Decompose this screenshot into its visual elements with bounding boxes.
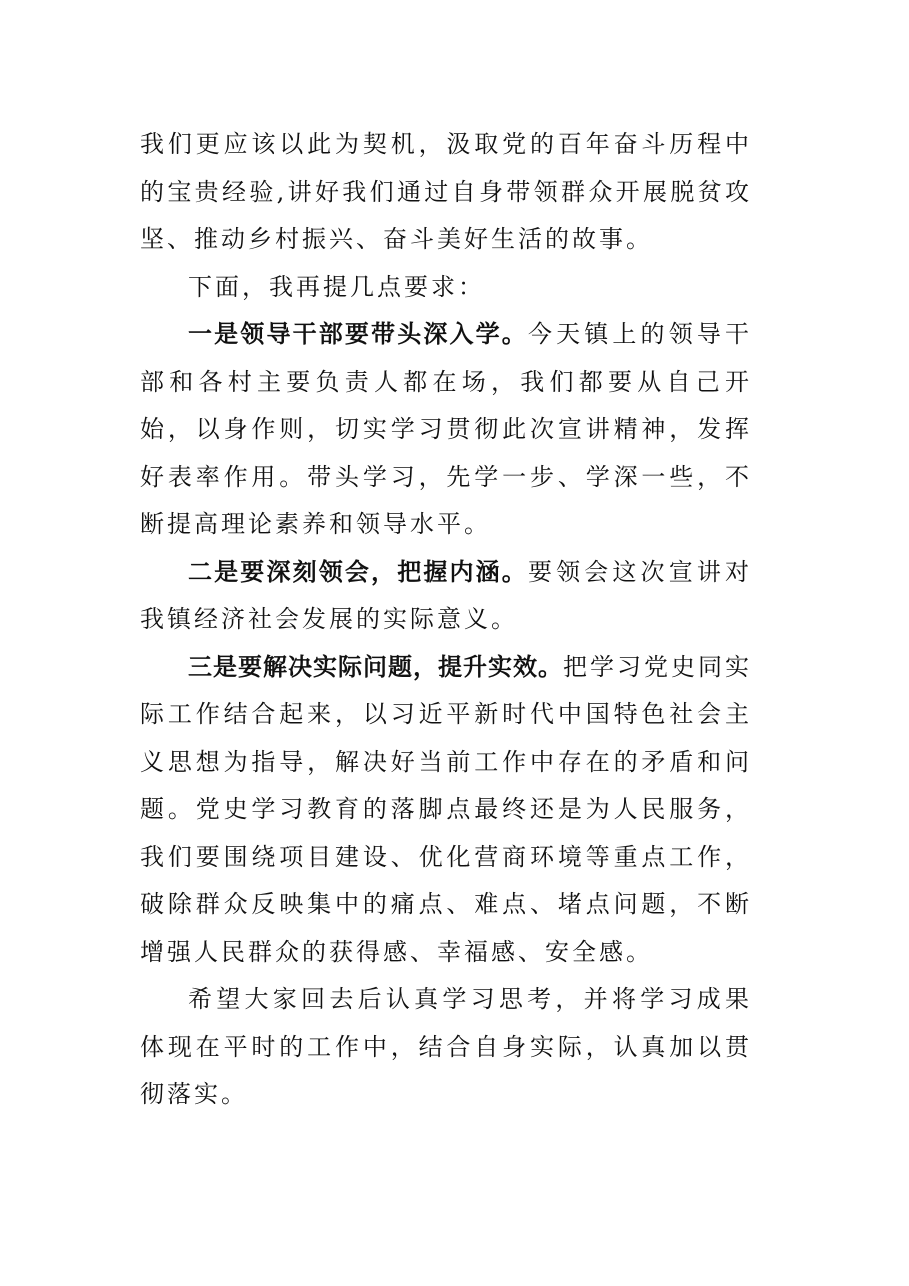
paragraph-lead-heading: 二是要深刻领会，把握内涵。 — [188, 557, 528, 586]
document-page — [140, 121, 752, 1119]
paragraph-closing — [140, 976, 752, 1119]
paragraph-requirement-two — [140, 549, 752, 644]
paragraph-text: 把学习党史同实际工作结合起来，以习近平新时代中国特色社会主义思想为指导，解决好当前工作中存在的矛盾和问题。党史学习教育的落脚点最终还是为人民服务，我们要围绕项目建设、优化营商环境等重点工作，破除群众反映集中的痛点、难点、堵点问题，不断增强人民群众的获得感、幸福感、安全感。 — [140, 652, 752, 966]
paragraph-text: 希望大家回去后认真学习思考，并将学习成果体现在平时的工作中，结合自身实际，认真加以贯彻落实。 — [140, 985, 752, 1108]
paragraph-text: 要领会这次宣讲对我镇经济社会发展的实际意义。 — [140, 557, 753, 633]
paragraph-lead-heading: 三是要解决实际问题，提升实效。 — [188, 652, 563, 681]
paragraph-lead-heading: 一是领导干部要带头深入学。 — [188, 320, 528, 348]
paragraph-requirement-one — [140, 311, 752, 549]
paragraph-text: 我们更应该以此为契机，汲取党的百年奋斗历程中的宝贵经验,讲好我们通过自身带领群众开展脱贫攻坚、推动乡村振兴、奋斗美好生活的故事。 — [140, 130, 752, 253]
paragraph-intro-requirements — [140, 264, 752, 312]
paragraph-requirement-three — [140, 644, 752, 977]
paragraph-text: 下面，我再提几点要求： — [188, 272, 485, 301]
paragraph-continuation — [140, 121, 752, 264]
paragraph-text: 今天镇上的领导干部和各村主要负责人都在场，我们都要从自己开始，以身作则，切实学习贯彻此次宣讲精神，发挥好表率作用。带头学习，先学一步、学深一些，不断提高理论素养和领导水平。 — [140, 320, 753, 538]
